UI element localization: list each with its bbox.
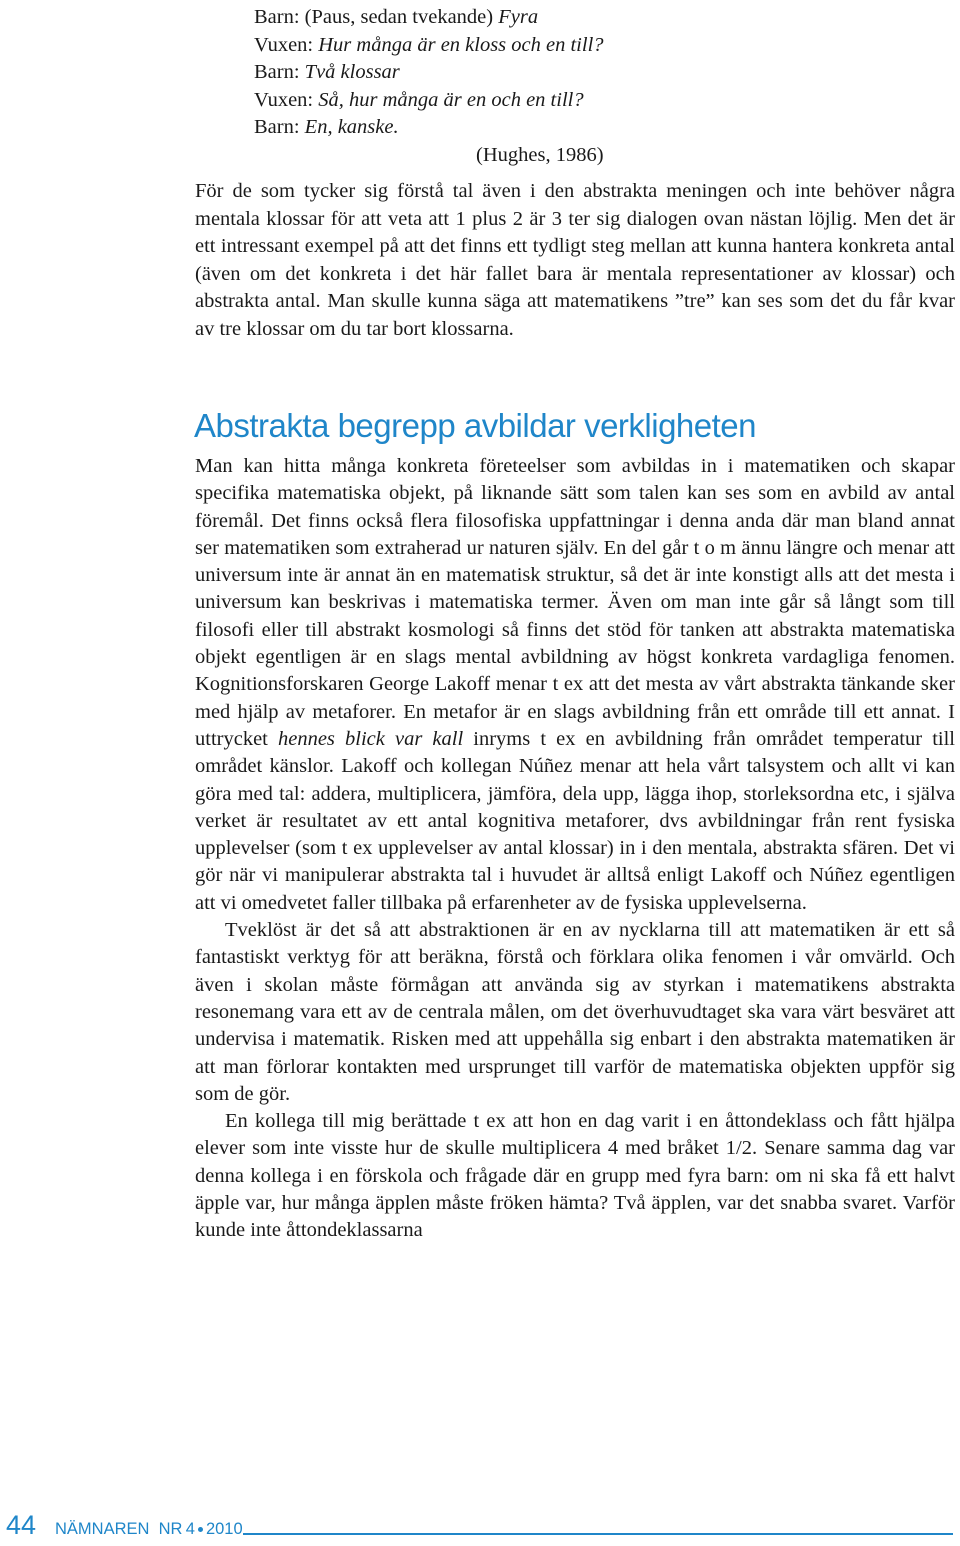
issue-label: NR — [158, 1520, 183, 1538]
dialog-line — [254, 59, 814, 87]
journal-title: NÄMNAREN — [55, 1520, 150, 1538]
section-heading: Abstrakta begrepp avbildar verkligheten — [194, 407, 757, 444]
dialog-line — [254, 114, 814, 142]
paragraph: Tveklöst är det så att abstraktionen är en av nycklarna till att matematiken är ett så fantastiskt verktyg för att beräkna, förstå och förklara olika fenomen i vår omvärld. Och även i skolan måste förmågan att använda sig av styrkan i matematikens abstrakta resonemang vara ett av de centrala målen, om det överhuvudtaget ska vara värt besväret att undervisa i matematik. Risken med att uppehålla sig enbart i den abstrakta matematiken är att man förlorar kontakten med ursprunget till varför de matematiska objekten uppför sig som de gör. — [195, 919, 955, 1105]
intro-paragraph: För de som tycker sig förstå tal även i den abstrakta meningen och inte behöver några mentala klossar för att veta att 1 plus 2 är 3 ter sig dialogen ovan nästan löjlig. Men det är ett intressant exempel på att det finns ett tydligt steg mellan att kunna hantera konkreta antal (även om det konkreta i det här fallet bara är mentala representationer av klossar) och abstrakta antal. Man skulle kunna säga att matematikens ”tre” kan ses som det du får kvar av tre klossar om du tar bort klossarna. — [195, 180, 955, 340]
journal-name — [55, 1520, 243, 1539]
bullet-icon — [198, 1527, 203, 1532]
dialog-speaker: Barn: — [254, 61, 300, 83]
dialog-quote — [254, 4, 814, 169]
dialog-line — [254, 87, 814, 115]
issue-number: 4 — [185, 1520, 195, 1538]
footer-rule — [243, 1533, 953, 1535]
dialog-speech: Hur många är en kloss och en till? — [318, 33, 604, 56]
paragraph: En kollega till mig berättade t ex att hon en dag varit i en åttondeklass och fått hjälpa elever som inte visste hur de skulle multiplicera 4 med bråket 1/2. Senare samma dag var denna kollega i en förskola och frågade där en grupp med fyra barn: om ni ska få ett halvt äpple var, hur många äpplen måste fröken hämta? Två äpplen, var det snabba svaret. Varför kunde inte åttondeklassarna — [195, 1110, 955, 1242]
body-text — [195, 453, 955, 1245]
citation: (Hughes, 1986) — [476, 143, 604, 166]
dialog-speaker: Barn: — [254, 6, 300, 28]
page-footer — [0, 1510, 960, 1546]
dialog-speaker: Vuxen: — [254, 88, 314, 111]
dialog-text: (Paus, sedan tvekande) — [304, 6, 494, 28]
italic-phrase: hennes blick var kall — [277, 727, 464, 750]
dialog-line — [254, 4, 814, 32]
dialog-speaker: Barn: — [254, 116, 300, 138]
page-number: 44 — [6, 1510, 37, 1540]
dialog-line — [254, 32, 814, 60]
dialog-speech: Fyra — [498, 6, 539, 28]
paragraph — [195, 453, 955, 917]
issue-year: 2010 — [205, 1520, 243, 1538]
dialog-speech: Så, hur många är en och en till? — [318, 88, 584, 111]
paragraph-text: inryms t ex en avbildning från området temperatur till området känslor. Lakoff och kollegan Núñez menar att hela vårt talsystem och allt vi kan göra med tal: addera, multiplicera, jämföra, dela upp, lägga ihop, storleksordna etc, i själva verket är resultatet av ett antal kognitiva metaforer, dvs avbildningar från rent fysiska upplevelser (som t ex upplevelser av antal klossar) in i den mentala, abstrakta sfären. Det vi gör när vi manipulerar abstrakta tal i huvudet är alltså enligt Lakoff och Núñez egentligen att vi omedvetet faller tillbaka på erfarenheter av de fysiska upplevelserna. — [195, 727, 955, 914]
dialog-speech: Två klossar — [304, 61, 400, 83]
paragraph-text: Man kan hitta många konkreta företeelser som avbildas in i matematiken och skapar specifika matematiska objekt, på liknande sätt som talen kan ses som en avbild av antal föremål. Det finns också flera filosofiska uppfattningar i denna anda där man bland annat ser matematiken som extraherad ur naturen själv. En del går t o m ännu längre och menar att universum inte är annat än en matematisk struktur, så det är inte konstigt alls att det mesta i universum kan beskrivas i matematiska termer. Även om man inte går så långt som till filosofi eller till abstrakt kosmologi så finns det stöd för tanken att abstrakta matematiska objekt egentligen är en slags mental avbildning av högst konkreta vardagliga fenomen. Kognitionsforskaren George Lakoff menar t ex att det mesta av vårt abstrakta tänkande sker med hjälp av metaforer. En metafor är en slags avbildning från ett område till ett annat. I uttrycket — [195, 455, 955, 750]
dialog-speaker: Vuxen: — [254, 33, 314, 56]
dialog-speech: En, kanske. — [304, 116, 399, 138]
